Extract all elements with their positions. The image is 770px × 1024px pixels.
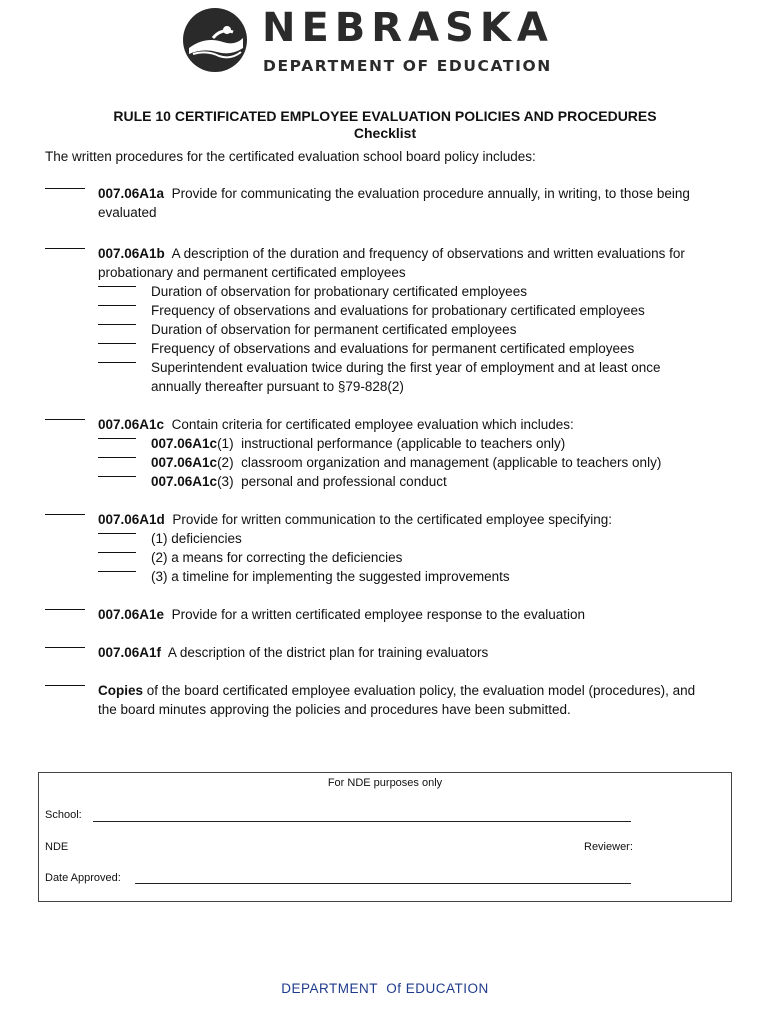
checkbox-blank-e[interactable] xyxy=(45,609,85,610)
checkbox-blank-b[interactable] xyxy=(45,248,85,249)
school-field[interactable] xyxy=(93,821,631,822)
item-text: Contain criteria for certificated employee evaluation which includes: xyxy=(171,417,574,432)
checkbox-blank-g[interactable] xyxy=(45,685,85,686)
item-text: Provide for written communication to the certificated employee specifying: xyxy=(172,512,613,527)
sub-item: 007.06A1c(2) classroom organization and management (applicable to teachers only) xyxy=(151,455,662,470)
item-code: Copies xyxy=(98,683,144,698)
date-approved-label: Date Approved: xyxy=(45,872,121,884)
item-b xyxy=(98,244,738,282)
nde-label: NDE xyxy=(45,841,69,853)
sub-item: Superintendent evaluation twice during the first year of employment and at least once xyxy=(151,360,661,375)
sub-blank[interactable] xyxy=(98,324,136,325)
item-f xyxy=(98,643,738,662)
sub-item: (1) deficiencies xyxy=(151,531,242,546)
sub-blank[interactable] xyxy=(98,343,136,344)
sub-blank[interactable] xyxy=(98,305,136,306)
item-code: 007.06A1b xyxy=(98,246,165,261)
sub-blank[interactable] xyxy=(98,552,136,553)
nde-heading: For NDE purposes only xyxy=(327,777,443,789)
sub-item: (3) a timeline for implementing the suggested improvements xyxy=(151,569,510,584)
sub-item: Frequency of observations and evaluations for probationary certificated employees xyxy=(151,303,645,318)
checkbox-blank-a[interactable] xyxy=(45,188,85,189)
school-label: School: xyxy=(45,809,82,821)
item-text: Provide for communicating the evaluation procedure annually, in writing, to those being xyxy=(171,186,690,201)
item-text: A description of the duration and frequency of observations and written evaluations for xyxy=(171,246,685,261)
date-approved-field[interactable] xyxy=(135,883,631,884)
sub-item: Duration of observation for probationary certificated employees xyxy=(151,284,527,299)
checkbox-blank-f[interactable] xyxy=(45,647,85,648)
item-d xyxy=(98,510,738,529)
item-c xyxy=(98,415,738,434)
sub-item: (2) a means for correcting the deficiencies xyxy=(151,550,403,565)
sub-blank[interactable] xyxy=(98,438,136,439)
item-text: of the board certificated employee evaluation policy, the evaluation model (procedures), and xyxy=(146,683,696,698)
sub-item-cont: annually thereafter pursuant to §79-828(2) xyxy=(151,379,404,394)
nde-purposes-box xyxy=(38,772,732,902)
sub-blank[interactable] xyxy=(98,476,136,477)
checkbox-blank-c[interactable] xyxy=(45,419,85,420)
intro-text: The written procedures for the certificated evaluation school board policy includes: xyxy=(45,149,536,164)
item-text: Provide for a written certificated employee response to the evaluation xyxy=(171,607,586,622)
item-text-cont: evaluated xyxy=(98,205,157,220)
seal-icon xyxy=(183,8,247,72)
sub-blank[interactable] xyxy=(98,533,136,534)
item-code: 007.06A1c xyxy=(98,417,165,432)
item-text: A description of the district plan for training evaluators xyxy=(167,645,489,660)
sub-blank[interactable] xyxy=(98,286,136,287)
checkbox-blank-d[interactable] xyxy=(45,514,85,515)
footer-text: DEPARTMENT Of EDUCATION xyxy=(281,981,489,996)
sub-blank[interactable] xyxy=(98,571,136,572)
reviewer-label: Reviewer: xyxy=(584,841,633,853)
item-code: 007.06A1e xyxy=(98,607,165,622)
nebraska-seal-logo xyxy=(183,8,247,72)
item-e xyxy=(98,605,738,624)
item-g xyxy=(98,681,738,719)
item-a xyxy=(98,184,738,222)
sub-item: 007.06A1c(3) personal and professional conduct xyxy=(151,474,447,489)
sub-blank[interactable] xyxy=(98,457,136,458)
logo-subtitle: DEPARTMENT OF EDUCATION xyxy=(263,57,552,75)
document-title: RULE 10 CERTIFICATED EMPLOYEE EVALUATION POLICIES AND PROCEDURES xyxy=(113,108,657,124)
sub-blank[interactable] xyxy=(98,362,136,363)
item-code: 007.06A1a xyxy=(98,186,165,201)
item-code: 007.06A1d xyxy=(98,512,165,527)
logo-title: NEBRASKA xyxy=(262,5,554,51)
item-text-cont: probationary and permanent certificated employees xyxy=(98,265,406,280)
sub-item: Frequency of observations and evaluations for permanent certificated employees xyxy=(151,341,635,356)
item-code: 007.06A1f xyxy=(98,645,162,660)
document-subtitle: Checklist xyxy=(353,125,417,141)
item-text-cont: the board minutes approving the policies and procedures have been submitted. xyxy=(98,702,571,717)
sub-item: 007.06A1c(1) instructional performance (applicable to teachers only) xyxy=(151,436,566,451)
sub-item: Duration of observation for permanent certificated employees xyxy=(151,322,517,337)
